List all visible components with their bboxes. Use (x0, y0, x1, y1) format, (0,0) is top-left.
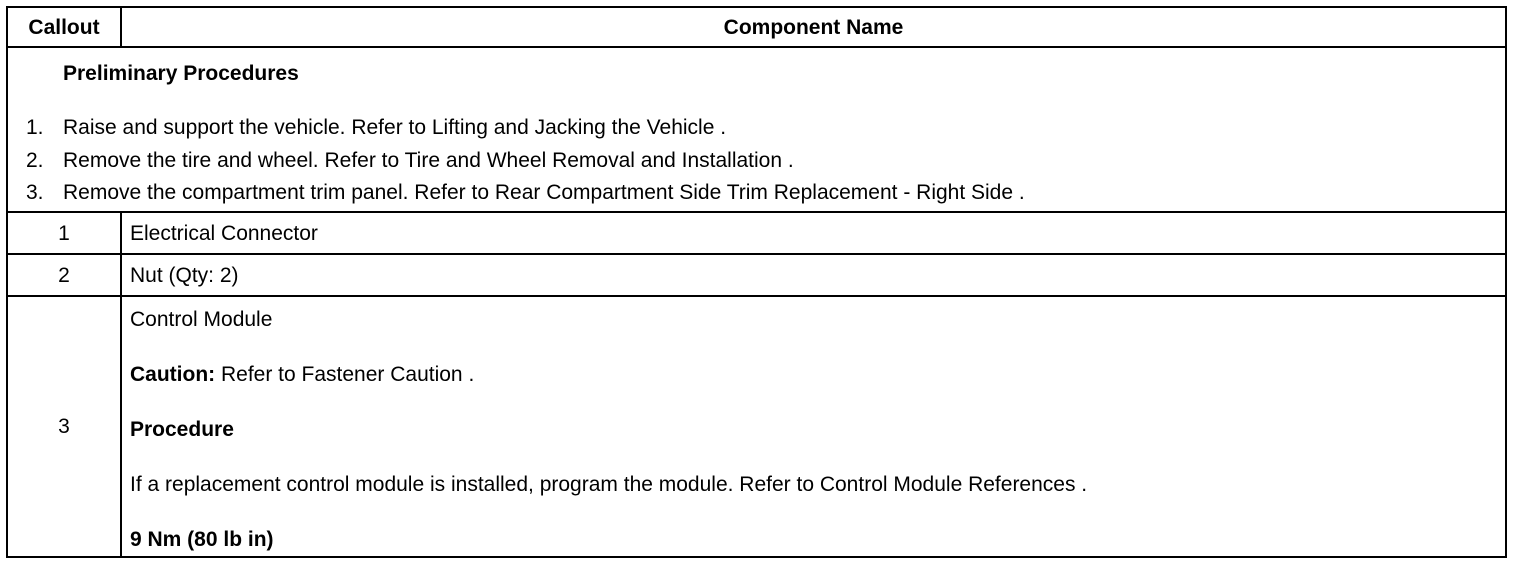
table-row (8, 255, 1505, 297)
component-table (6, 6, 1507, 558)
step-text: Remove the tire and wheel. Refer to Tire and Wheel Removal and Installation . (63, 149, 794, 172)
callout-number: 2 (8, 255, 122, 297)
component-name: Nut (Qty: 2) (130, 264, 239, 287)
component-name: Electrical Connector (130, 221, 318, 245)
caution-note (130, 363, 474, 387)
callout-number: 1 (8, 212, 122, 255)
table-header-row (8, 8, 1505, 48)
preliminary-procedures-title: Preliminary Procedures (63, 62, 299, 85)
step-text: Raise and support the vehicle. Refer to Lifting and Jacking the Vehicle . (63, 116, 727, 139)
caution-label: Caution: (130, 363, 216, 386)
torque-spec: 9 Nm (80 lb in) (130, 528, 274, 551)
step-text: Remove the compartment trim panel. Refer to Rear Compartment Side Trim Replacement - Right Side . (63, 181, 1025, 204)
table-row (8, 212, 1505, 255)
callout-column-header: Callout (8, 8, 122, 48)
procedure-step (26, 181, 1025, 205)
step-number: 1. (26, 116, 44, 139)
callout-number: 3 (8, 297, 122, 556)
step-number: 3. (26, 181, 44, 204)
procedure-step (26, 116, 726, 140)
component-name: Control Module (130, 308, 273, 331)
step-number: 2. (26, 149, 44, 172)
caution-text: Refer to Fastener Caution . (215, 363, 475, 386)
preliminary-procedures (8, 48, 1505, 212)
component-name-column-header: Component Name (723, 16, 904, 39)
procedure-text: If a replacement control module is installed, program the module. Refer to Control Module References . (130, 473, 1088, 496)
procedure-heading: Procedure (130, 418, 234, 441)
procedure-step (26, 149, 794, 173)
